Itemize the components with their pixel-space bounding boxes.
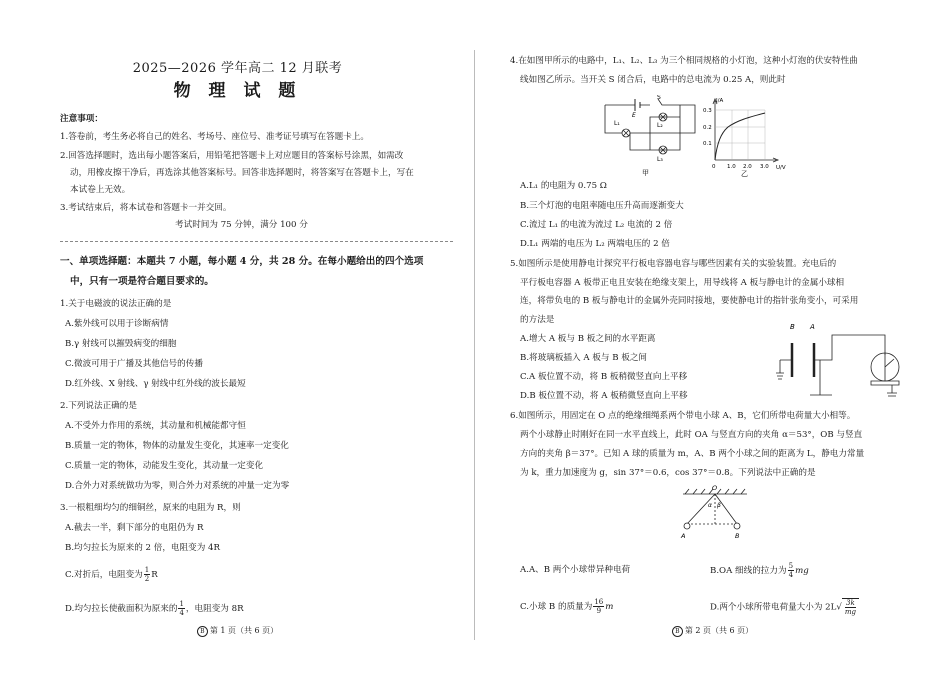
q2-option-a: A.不受外力作用的系统，其动量和机械能都守恒 — [65, 421, 246, 431]
q4-stem-line-1: 4.在如图甲所示的电路中，L₁、L₂、L₃ 为三个相同规格的小灯泡，这种小灯泡的伏安特性曲 — [510, 56, 858, 66]
note-2-line-2: 动，用橡皮擦干净后，再选涂其他答案标号。回答非选择题时，将答案写在答题卡上，写在 — [70, 168, 414, 178]
q6-d-denominator: mg — [844, 608, 856, 616]
q6-c-prefix: C.小球 B 的质量为 — [520, 602, 593, 612]
q6-stem-line-4: 为 k，重力加速度为 g，sin 37°＝0.6，cos 37°＝0.8。下列说法中正确的是 — [520, 468, 816, 478]
page-1-footer — [0, 625, 475, 637]
notes-heading: 注意事项： — [60, 114, 103, 124]
q2-option-b: B.质量一定的物体，物体的动量发生变化，其速率一定变化 — [65, 441, 289, 451]
q1-option-a: A.紫外线可以用于诊断病情 — [65, 319, 169, 329]
q6-c-fraction — [593, 598, 604, 615]
page-2-footer — [475, 625, 950, 637]
ball-a — [684, 523, 690, 529]
note-2-line-3: 本试卷上无效。 — [70, 185, 131, 195]
q6-pendulum-figure — [675, 482, 755, 544]
figure-yi-label: 乙 — [741, 170, 748, 177]
label-l2: L₂ — [657, 122, 663, 129]
q5-stem-line-3: 连，将带负电的 B 板与静电计的金属外壳同时接地，要使静电计的指针张角变小，可采用 — [520, 296, 859, 306]
q1-option-b: B.γ 射线可以摧毁病变的细胞 — [65, 339, 177, 349]
label-l3: L₃ — [657, 156, 663, 163]
version-mark: B — [197, 626, 208, 637]
section-1-heading-cont: 中，只有一项是符合题目要求的。 — [70, 276, 214, 287]
q6-option-d: D.两个小球所带电荷量大小为 2L√ $\frac{3k}{mg}$ — [710, 598, 859, 616]
label-plate-a: A — [810, 323, 815, 331]
q5-option-b: B.将玻璃板插入 A 板与 B 板之间 — [520, 353, 648, 363]
q3-c-denominator: 2 — [144, 575, 150, 583]
q1-option-c: C.微波可用于广播及其他信号的传播 — [65, 359, 203, 369]
version-mark: B — [672, 626, 683, 637]
label-o: O — [712, 484, 718, 492]
q6-stem-line-2: 两个小球静止时刚好在同一水平直线上，此时 OA 与竖直方向的夹角 α＝53°，OB 与竖直 — [520, 430, 863, 440]
section-divider — [60, 241, 453, 242]
string-ob — [715, 494, 737, 524]
q4-option-b: B.三个灯泡的电阻率随电压升高而逐渐变大 — [520, 201, 684, 211]
q3-c-numerator: 1 — [144, 566, 150, 574]
q3-option-d — [65, 600, 244, 617]
q6-stem-line-1: 6.如图所示，用固定在 O 点的绝缘细绳系两个带电小球 A、B，它们所带电荷量大小相等。 — [510, 411, 856, 421]
q5-stem-line-2: 平行板电容器 A 板带正电且安装在绝缘支架上，用导线将 A 板与静电计的金属小球相 — [520, 278, 845, 288]
q5-stem-line-1: 5.如图所示是使用静电计探究平行板电容器电容与哪些因素有关的实验装置。充电后的 — [510, 259, 837, 269]
q3-d-fraction — [178, 600, 184, 617]
q3-c-suffix: R — [151, 570, 158, 580]
q6-b-suffix: mg — [795, 566, 809, 576]
q6-c-denominator: 9 — [596, 607, 602, 615]
y-axis-label: I/A — [716, 98, 724, 104]
q6-b-numerator: 5 — [788, 562, 794, 570]
q6-d-numerator: 3k — [846, 599, 855, 607]
q3-d-numerator: 1 — [179, 600, 184, 608]
note-3: 3.考试结束后，将本试卷和答题卡一并交回。 — [60, 203, 232, 213]
label-beta: β — [717, 502, 721, 509]
label-ball-a: A — [681, 532, 686, 540]
q4-stem-line-2: 线如图乙所示。当开关 S 闭合后，电路中的总电流为 0.25 A，则此时 — [520, 75, 786, 85]
x-tick-0: 0 — [712, 164, 716, 170]
q3-d-prefix: D.均匀拉长使截面积为原来的 — [65, 604, 178, 614]
q5-stem-line-4: 的方法是 — [520, 315, 555, 325]
y-tick-1: 0.2 — [703, 125, 712, 131]
q4-figures — [600, 95, 790, 177]
q5-apparatus-figure — [770, 315, 920, 405]
q6-b-fraction — [788, 562, 794, 579]
iu-graph — [713, 99, 778, 162]
iu-curve — [715, 113, 765, 160]
q3-d-suffix: ，电阻变为 8R — [185, 604, 244, 614]
q5-option-a: A.增大 A 板与 B 板之间的水平距离 — [520, 334, 656, 344]
q6-option-a: A.A、B 两个小球带异种电荷 — [520, 565, 631, 575]
q3-option-c — [65, 566, 158, 583]
string-oa — [687, 494, 715, 524]
q3-option-a: A.截去一半，剩下部分的电阻仍为 R — [65, 523, 204, 533]
exam-title: 2025—2026 学年高二 12 月联考 — [132, 61, 343, 76]
x-tick-2: 2.0 — [743, 164, 752, 170]
q2-option-c: C.质量一定的物体，动能发生变化，其动量一定变化 — [65, 461, 264, 471]
y-tick-2: 0.1 — [703, 141, 712, 147]
q3-stem: 3.一根粗细均匀的细铜丝，原来的电阻为 R，则 — [60, 503, 241, 513]
exam-time-info: 考试时间为 75 分钟，满分 100 分 — [175, 220, 308, 230]
q3-c-fraction — [144, 566, 150, 583]
q6-option-c — [520, 598, 613, 615]
ball-b — [734, 523, 740, 529]
label-plate-b: B — [790, 323, 795, 331]
q3-d-denominator: 4 — [179, 609, 184, 617]
q6-d-radical — [842, 598, 859, 616]
q6-stem-line-3: 方向的夹角 β＝37°。已知 A 球的质量为 m，A、B 两个小球之间的距离为 L，静电力常量 — [520, 449, 865, 459]
q3-c-prefix: C.对折后，电阻变为 — [65, 570, 143, 580]
q1-stem: 1.关于电磁波的说法正确的是 — [60, 299, 172, 309]
section-1-heading: 一、单项选择题：本题共 7 小题，每小题 4 分，共 28 分。在每小题给出的四个选项 — [60, 256, 424, 267]
q6-b-denominator: 4 — [788, 571, 794, 579]
q4-option-d: D.L₁ 两端的电压为 L₂ 两端电压的 2 倍 — [520, 239, 670, 249]
note-1: 1.答卷前，考生务必将自己的姓名、考场号、座位号、准考证号填写在答题卡上。 — [60, 132, 369, 142]
label-e: E — [632, 112, 636, 119]
q6-c-suffix: m — [605, 602, 614, 612]
page-2-number: 第 2 页（共 6 页） — [684, 626, 754, 635]
q2-option-d: D.合外力对系统做功为零，则合外力对系统的冲量一定为零 — [65, 481, 290, 491]
exam-subject-title: 物 理 试 题 — [173, 81, 302, 101]
page-2 — [475, 0, 950, 673]
label-l1: L₁ — [614, 120, 620, 127]
q4-option-a: A.L₁ 的电阻为 0.75 Ω — [520, 181, 607, 191]
q3-option-b: B.均匀拉长为原来的 2 倍，电阻变为 4R — [65, 543, 220, 553]
q5-option-d: D.B 板位置不动，将 A 板稍微竖直向上平移 — [520, 391, 688, 401]
note-2-line-1: 2.回答选择题时，选出每小题答案后，用铅笔把答题卡上对应题目的答案标号涂黑，如需改 — [60, 151, 404, 161]
figure-jia-label: 甲 — [642, 169, 649, 177]
q6-option-b — [710, 562, 809, 579]
label-s: S — [657, 95, 661, 101]
label-alpha: α — [708, 502, 712, 509]
label-ball-b: B — [735, 532, 740, 540]
q6-c-numerator: 16 — [594, 598, 604, 606]
q6-d-prefix: D.两个小球所带电荷量大小为 2L — [710, 602, 837, 613]
x-axis-label: U/V — [776, 165, 786, 171]
q6-d-fraction — [845, 599, 856, 616]
y-tick-0: 0.3 — [703, 108, 712, 114]
x-tick-1: 1.0 — [727, 164, 736, 170]
q5-option-c: C.A 板位置不动，将 B 板稍微竖直向上平移 — [520, 372, 688, 382]
page-1-number: 第 1 页（共 6 页） — [209, 626, 279, 635]
q2-stem: 2.下列说法正确的是 — [60, 401, 137, 411]
q6-b-prefix: B.OA 细线的拉力为 — [710, 566, 787, 576]
q1-option-d: D.红外线、X 射线、γ 射线中红外线的波长最短 — [65, 379, 246, 389]
x-tick-3: 3.0 — [760, 164, 769, 170]
q4-option-c: C.流过 L₁ 的电流为流过 L₂ 电流的 2 倍 — [520, 220, 673, 230]
